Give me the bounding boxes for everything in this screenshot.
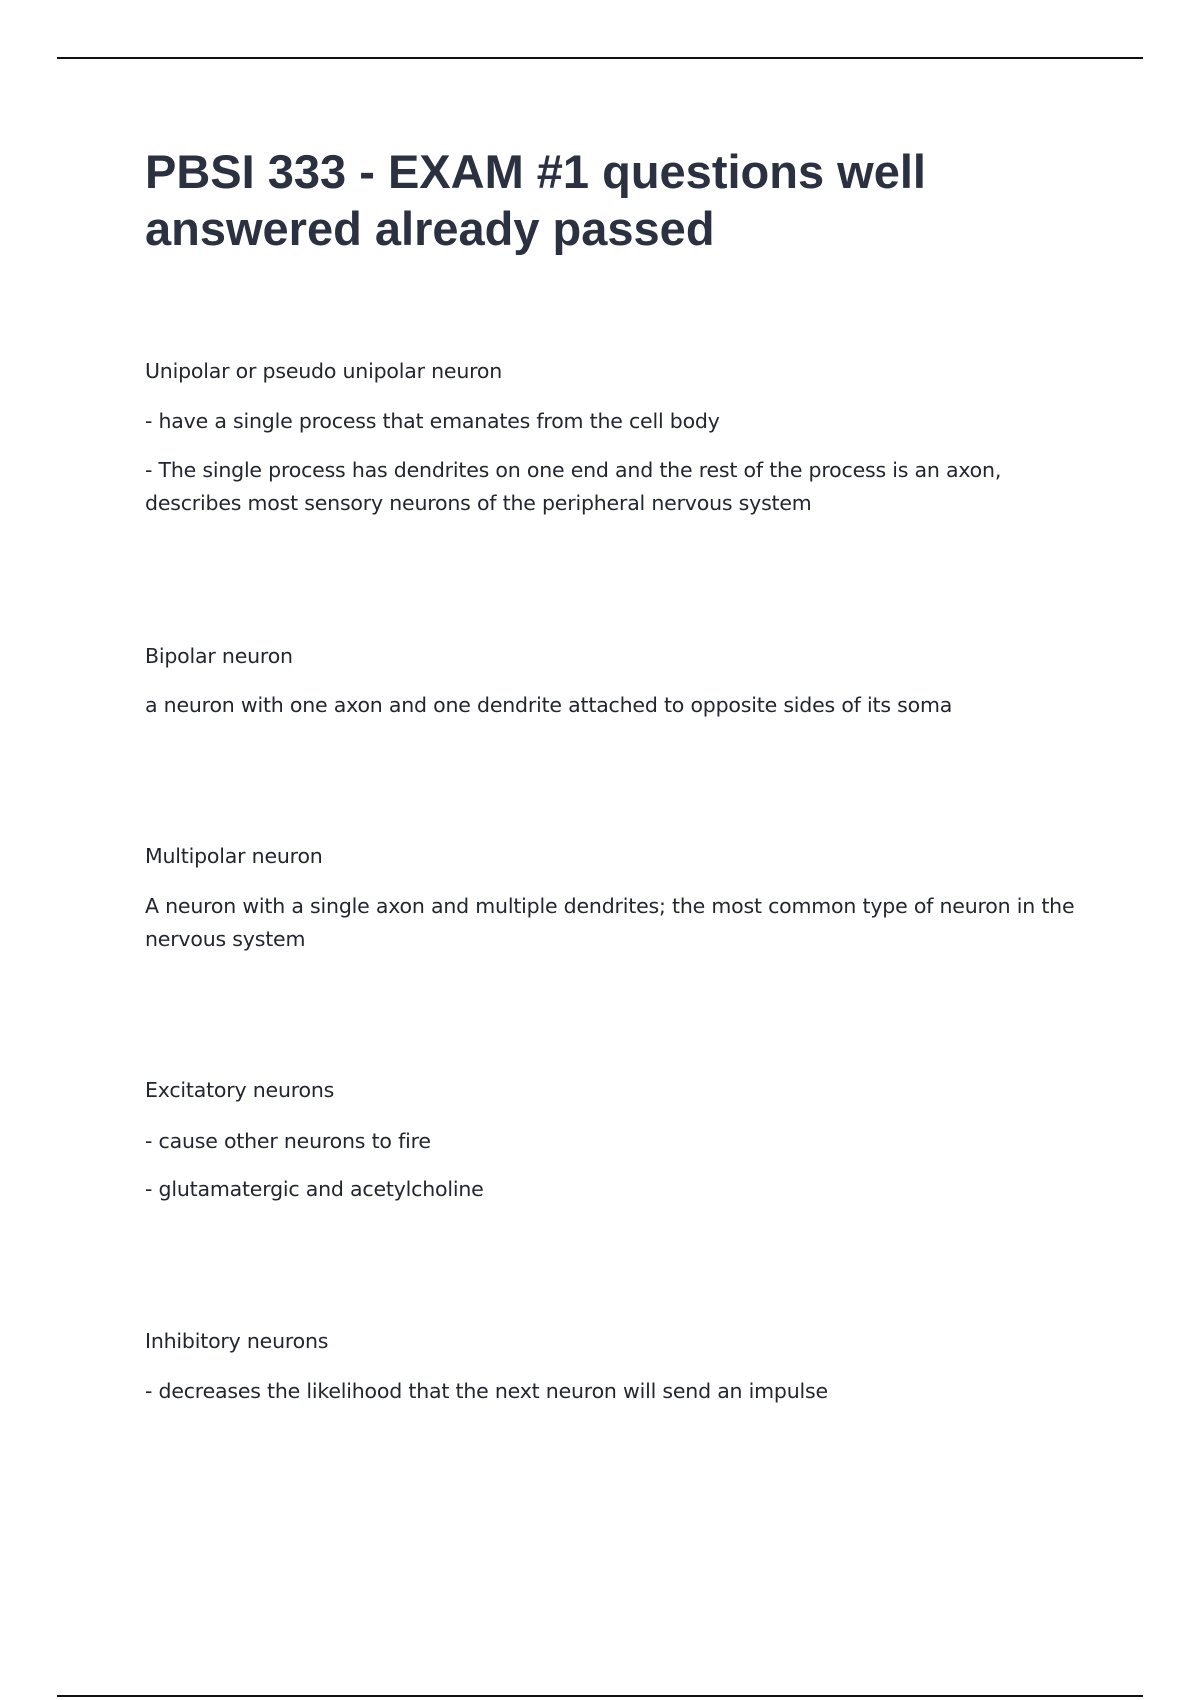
definition-line: - have a single process that emanates from the cell body bbox=[145, 409, 720, 433]
definition-line: A neuron with a single axon and multiple dendrites; the most common type of neuron in the nervous system bbox=[145, 894, 1075, 951]
definition-line: - decreases the likelihood that the next neuron will send an impulse bbox=[145, 1379, 828, 1403]
header-rule bbox=[57, 57, 1143, 59]
footer-rule bbox=[57, 1695, 1143, 1697]
document-title: PBSI 333 - EXAM #1 questions well answered already passed bbox=[145, 145, 926, 255]
definition-line: - glutamatergic and acetylcholine bbox=[145, 1177, 484, 1201]
definition-line: - The single process has dendrites on one end and the rest of the process is an axon, describes most sensory neurons of the peripheral nervous system bbox=[145, 458, 1002, 515]
term-inhibitory-neurons: Inhibitory neurons bbox=[145, 1329, 329, 1353]
term-unipolar-neuron: Unipolar or pseudo unipolar neuron bbox=[145, 359, 503, 383]
term-bipolar-neuron: Bipolar neuron bbox=[145, 644, 293, 668]
definition-line: a neuron with one axon and one dendrite attached to opposite sides of its soma bbox=[145, 693, 953, 717]
term-multipolar-neuron: Multipolar neuron bbox=[145, 844, 323, 868]
definition-line: - cause other neurons to fire bbox=[145, 1129, 431, 1153]
term-excitatory-neurons: Excitatory neurons bbox=[145, 1078, 335, 1102]
